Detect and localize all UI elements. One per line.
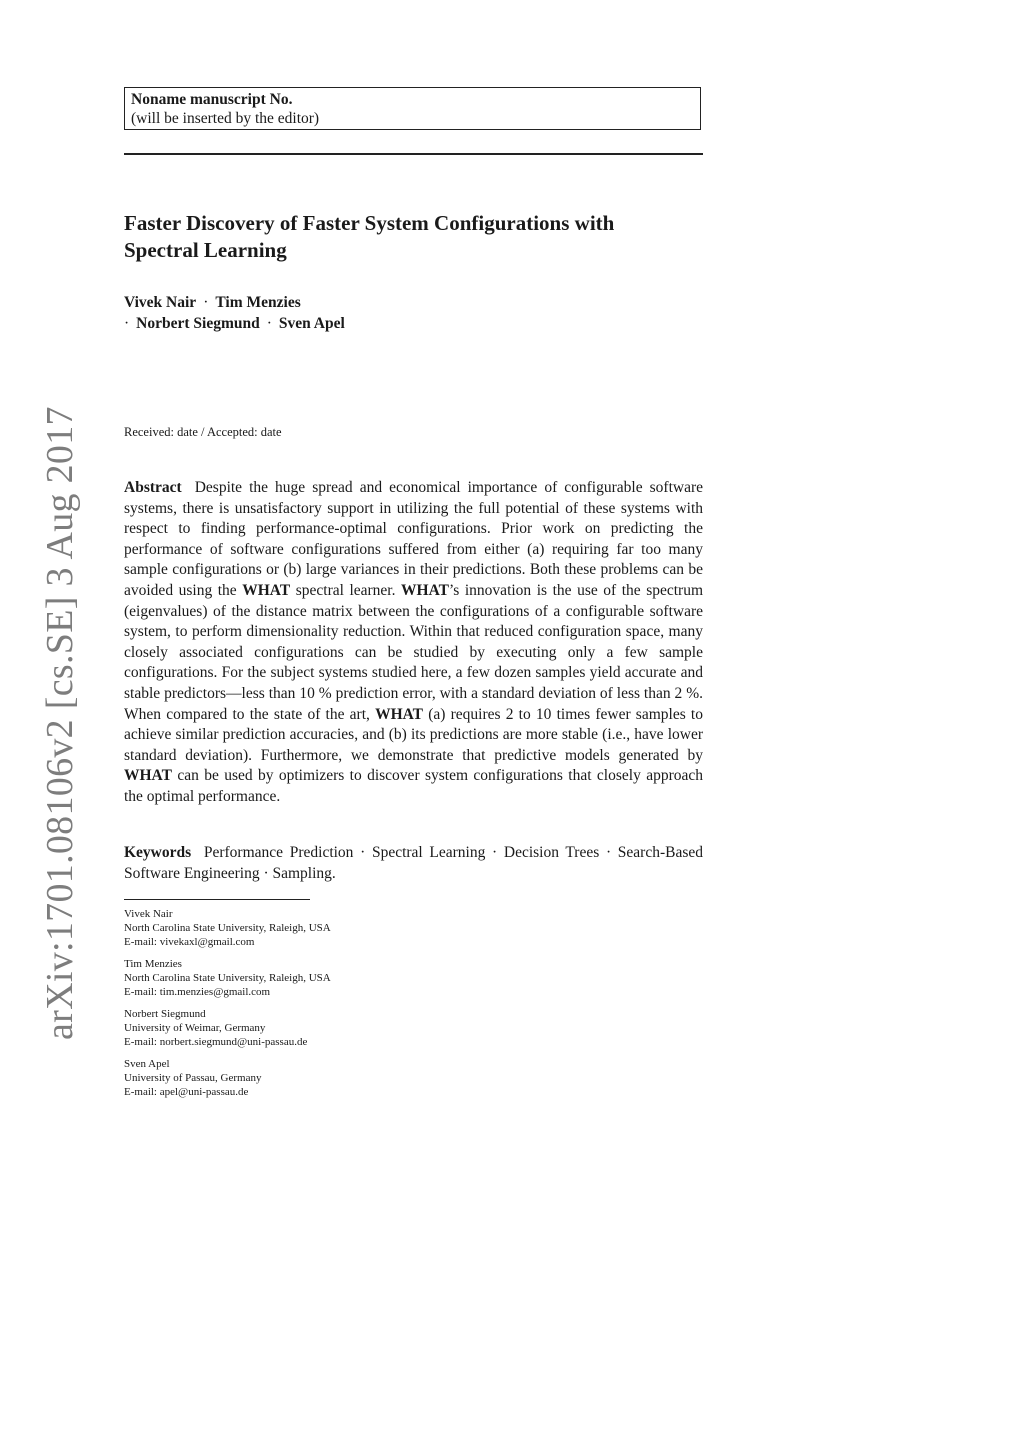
what-term: WHAT <box>401 581 449 599</box>
affiliation-name: Vivek Nair <box>124 908 173 920</box>
affiliation-email: E-mail: tim.menzies@gmail.com <box>124 986 271 998</box>
title-line-1: Faster Discovery of Faster System Configurations with <box>124 211 615 235</box>
affiliation-block <box>124 957 524 999</box>
abstract <box>124 478 703 808</box>
affiliation-name: Norbert Siegmund <box>124 1008 206 1020</box>
affiliation-institution: University of Passau, Germany <box>124 1072 262 1084</box>
what-term: WHAT <box>124 767 172 785</box>
affiliation-institution: North Carolina State University, Raleigh, USA <box>124 972 331 984</box>
author-separator: · <box>203 294 209 311</box>
abstract-label: Abstract <box>124 479 182 496</box>
affiliation-email: E-mail: vivekaxl@gmail.com <box>124 936 255 948</box>
author-name: Tim Menzies <box>215 294 301 311</box>
affiliation-name: Tim Menzies <box>124 958 182 970</box>
affiliation-email: E-mail: apel@uni-passau.de <box>124 1086 249 1098</box>
author-separator: · <box>266 315 272 332</box>
author-name: Vivek Nair <box>124 294 197 311</box>
author-list <box>124 292 345 334</box>
affiliation-institution: University of Weimar, Germany <box>124 1022 266 1034</box>
abstract-text: Despite the huge spread and economical importance of configurable software systems, there is unsatisfactory support in utilizing the full potential of these systems with respect to finding performance-optimal configurations. Prior work on predicting the performance of software configurations suffered from either (a) requiring far too many sample configurations or (b) large variances in their predictions. Both these problems can be avoided using the <box>124 479 703 599</box>
abstract-text: can be used by optimizers to discover system configurations that closely approach the optimal performance. <box>124 767 703 805</box>
affiliation-block <box>124 907 524 949</box>
affiliation-institution: North Carolina State University, Raleigh, USA <box>124 922 331 934</box>
abstract-text: spectral learner. <box>295 581 396 599</box>
manuscript-number: Noname manuscript No. <box>131 91 293 108</box>
abstract-text: ’s innovation is the use of the spectrum (eigenvalues) of the distance matrix between the configurations of a configurable software system, to perform dimensionality reduction. Within that reduced configuration space, many closely associated configurations can be studied by executing only a few sample configurations. For the subject systems studied here, a few dozen samples yield accurate and stable predictors—less than 10 % prediction error, with a standard deviation of less than 2 %. When compared to the state of the art, <box>124 581 704 723</box>
manuscript-number-box <box>124 87 701 130</box>
affiliation-block <box>124 1057 524 1099</box>
affiliations <box>124 907 524 1107</box>
what-term: WHAT <box>375 705 424 723</box>
arxiv-identifier: arXiv:1701.08106v2 [cs.SE] 3 Aug 2017 <box>39 406 81 1040</box>
received-date: Received: date / Accepted: date <box>124 425 282 439</box>
abstract-text: (a) requires 2 to 10 times fewer samples to achieve similar prediction accuracies, and (b) its predictions are more stable (i.e., have lower standard deviation). Furthermore, we demonstrate that predictive models generated by <box>124 705 703 764</box>
author-name: Norbert Siegmund <box>136 315 260 332</box>
affiliation-email: E-mail: norbert.siegmund@uni-passau.de <box>124 1036 308 1048</box>
keywords-text: Performance Prediction · Spectral Learning · Decision Trees · Search-Based Software Engineering · Sampling. <box>124 844 704 882</box>
what-term: WHAT <box>242 581 291 599</box>
editor-note: (will be inserted by the editor) <box>131 110 320 127</box>
header-rule <box>124 153 703 155</box>
keywords-label: Keywords <box>124 844 192 861</box>
author-name: Sven Apel <box>278 315 345 332</box>
keywords <box>124 843 703 884</box>
footnote-rule <box>124 899 310 900</box>
affiliation-block <box>124 1007 524 1049</box>
paper-title <box>124 210 724 264</box>
affiliation-name: Sven Apel <box>124 1058 170 1070</box>
title-line-2: Spectral Learning <box>124 238 287 262</box>
author-separator: · <box>124 315 130 332</box>
